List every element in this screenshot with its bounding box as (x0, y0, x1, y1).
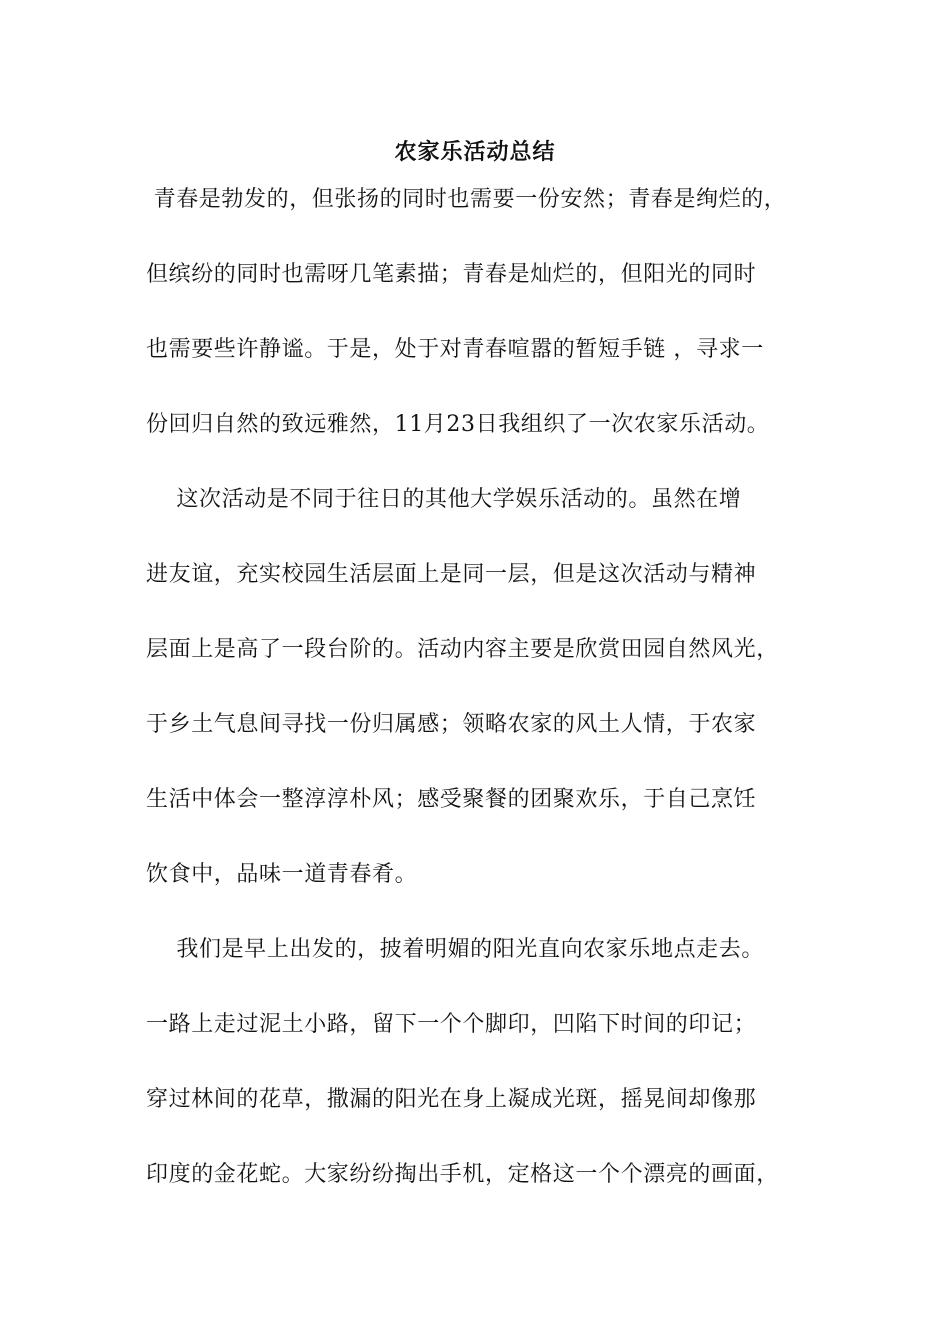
text-line: 印度的金花蛇。大家纷纷掏出手机，定格这一个个漂亮的画面， (146, 1162, 779, 1187)
text-line: 于乡土气息间寻找一份归属感；领略农家的风土人情，于农家 (146, 712, 757, 737)
text-line: 生活中体会一整淳淳朴风；感受聚餐的团聚欢乐，于自己烹饪 (146, 787, 757, 812)
text-line: 进友谊，充实校园生活层面上是同一层，但是这次活动与精神 (146, 562, 757, 587)
text-line: 穿过林间的花草，撒漏的阳光在身上凝成光斑，摇晃间却像那 (146, 1087, 757, 1112)
text-line: 但缤纷的同时也需呀几笔素描；青春是灿烂的，但阳光的同时 (146, 262, 757, 287)
text-line: 青春是勃发的，但张扬的同时也需要一份安然；青春是绚烂的， (146, 187, 787, 212)
text-line: 我们是早上出发的，披着明媚的阳光直向农家乐地点走去。 (146, 937, 764, 962)
document-title: 农家乐活动总结 (394, 139, 556, 165)
text-line: 一路上走过泥土小路，留下一个个脚印，凹陷下时间的印记； (146, 1012, 757, 1037)
text-line: 这次活动是不同于往日的其他大学娱乐活动的。虽然在增 (146, 487, 742, 512)
text-line: 层面上是高了一段台阶的。活动内容主要是欣赏田园自然风光， (146, 637, 779, 662)
text-line: 也需要些许静谧。于是，处于对青春喧嚣的暂短手链 ，寻求一 (146, 337, 764, 362)
text-line: 饮食中，品味一道青春肴。 (146, 862, 418, 887)
text-line: 份回归自然的致远雅然，11月23日我组织了一次农家乐活动。 (146, 412, 770, 437)
